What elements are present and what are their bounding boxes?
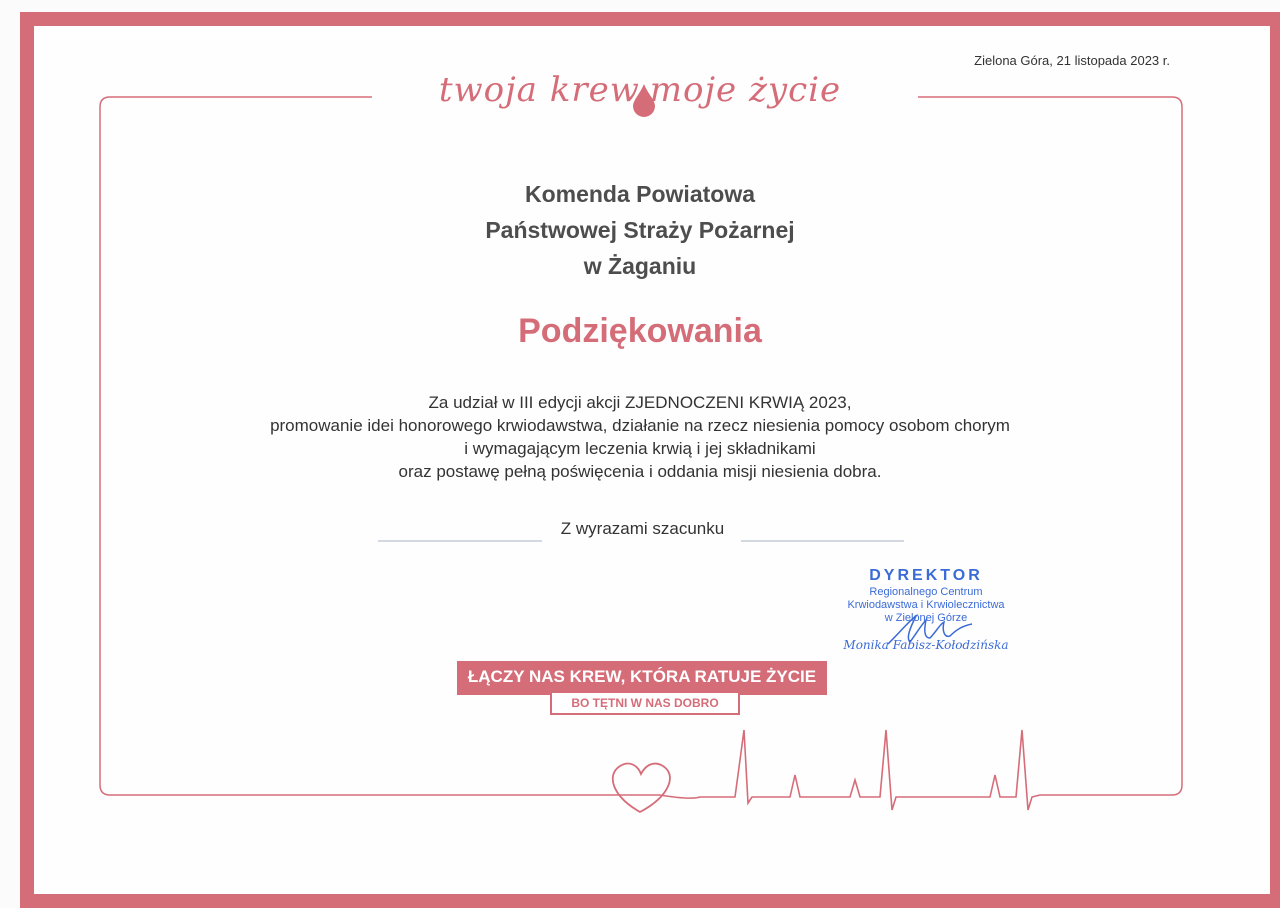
stamp-title: DYREKTOR — [869, 567, 983, 584]
body-line-4: oraz postawę pełną poświęcenia i oddania misji niesienia dobra. — [398, 462, 882, 481]
handwritten-signature — [880, 612, 980, 652]
slogan — [380, 70, 900, 110]
stamp-line-1: Regionalnego Centrum — [869, 586, 983, 598]
slogan-part-2: moje życie — [649, 70, 842, 110]
document-date: Zielona Góra, 21 listopada 2023 r. — [974, 53, 1170, 68]
banner-main: ŁĄCZY NAS KREW, KTÓRA RATUJE ŻYCIE — [457, 661, 827, 695]
certificate-heading: Podziękowania — [518, 312, 762, 350]
organization-name — [340, 176, 940, 284]
body-line-3: i wymagającym leczenia krwią i jej składnikami — [464, 439, 816, 458]
certificate-body — [200, 391, 1080, 483]
ekg-line — [660, 730, 1040, 810]
banner-sub: BO TĘTNI W NAS DOBRO — [550, 691, 740, 715]
slogan-part-1: twoja krew — [438, 70, 640, 110]
body-line-2: promowanie idei honorowego krwiodawstwa, działanie na rzecz niesienia pomocy osobom chorym — [270, 416, 1010, 435]
organization-line-3: w Żaganiu — [583, 253, 697, 279]
organization-line-2: Państwowej Straży Pożarnej — [485, 217, 795, 243]
organization-line-1: Komenda Powiatowa — [524, 181, 756, 207]
regards-text: Z wyrazami szacunku — [560, 519, 725, 538]
heart-icon — [613, 764, 670, 812]
stamp-name: Monika Fabisz-Kołodzińska — [843, 638, 1009, 652]
stamp-line-2: Krwiodawstwa i Krwiolecznictwa — [847, 599, 1005, 611]
stamp-line-3: w Zielonej Górze — [884, 612, 968, 624]
body-line-1: Za udział w III edycji akcji ZJEDNOCZENI KRWIĄ 2023, — [428, 393, 852, 412]
